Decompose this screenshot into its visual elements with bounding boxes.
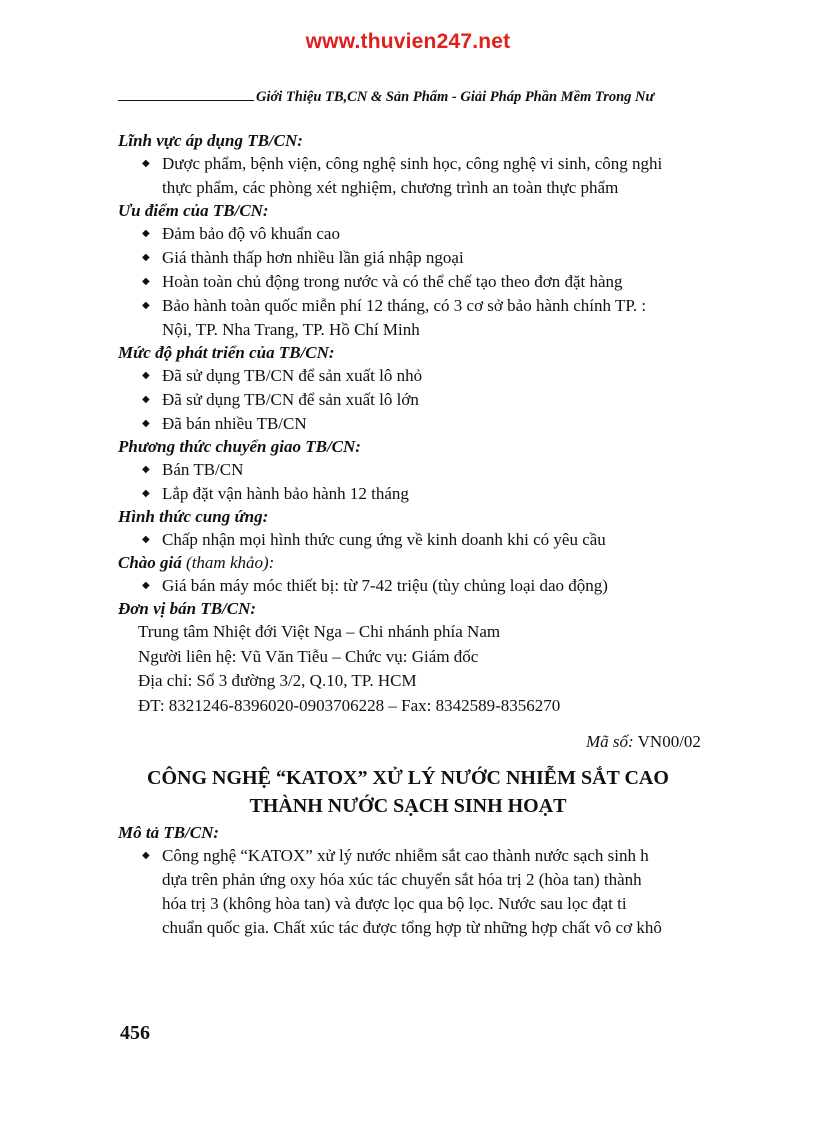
- list-item: ◆ Bảo hành toàn quốc miễn phí 12 tháng, có 3 cơ sở bảo hành chính TP. : Nội, TP. Nha Trang, TP. Hồ Chí Minh: [142, 296, 647, 339]
- seller-line: Trung tâm Nhiệt đới Việt Nga – Chi nhánh phía Nam: [138, 622, 501, 641]
- tech-title: CÔNG NGHỆ “KATOX” XỬ LÝ NƯỚC NHIỄM SẮT CAO THÀNH NƯỚC SẠCH SINH HOẠT: [147, 767, 669, 817]
- bullet-icon: ◆: [142, 370, 150, 381]
- section-title-transfer: Phương thức chuyển giao TB/CN:: [118, 437, 361, 456]
- bullet-icon: ◆: [142, 252, 150, 263]
- section-title-seller: Đơn vị bán TB/CN:: [118, 599, 257, 618]
- bullet-icon: ◆: [142, 850, 150, 861]
- bullet-icon: ◆: [142, 418, 150, 429]
- list-item: ◆ Giá thành thấp hơn nhiều lần giá nhập ngoại: [118, 246, 816, 270]
- bullet-icon: ◆: [142, 228, 150, 239]
- list-item: ◆ Đã sử dụng TB/CN để sản xuất lô nhỏ: [118, 364, 816, 388]
- list-item: ◆ Bán TB/CN: [118, 458, 816, 482]
- bullet-icon: ◆: [142, 394, 150, 405]
- bullet-icon: ◆: [142, 300, 150, 311]
- list-item: ◆ Công nghệ “KATOX” xử lý nước nhiễm sắt cao thành nước sạch sinh h dựa trên phản ứng oxy hóa xúc tác chuyển sắt hóa trị 2 (hòa tan) thành hóa trị 3 (không hòa tan) và được lọc qua bộ lọc. Nước sau lọc đạt ti chuẩn quốc gia. Chất xúc tác được tổng hợp từ những hợp chất vô cơ khô: [142, 846, 662, 937]
- list-item: ◆ Dược phẩm, bệnh viện, công nghệ sinh học, công nghệ vi sinh, công nghi thực phẩm, các phòng xét nghiệm, chương trình an toàn thực phẩm: [142, 154, 663, 197]
- list-item: ◆ Lắp đặt vận hành bảo hành 12 tháng: [118, 482, 816, 506]
- bullet-icon: ◆: [142, 158, 150, 169]
- bullet-icon: ◆: [142, 488, 150, 499]
- page-number: 456: [120, 1022, 150, 1044]
- seller-line: ĐT: 8321246-8396020-0903706228 – Fax: 8342589-8356270: [138, 695, 561, 715]
- bullet-icon: ◆: [142, 534, 150, 545]
- section-title-application: Lĩnh vực áp dụng TB/CN:: [118, 131, 303, 150]
- running-header: [118, 88, 816, 112]
- seller-line: Người liên hệ: Vũ Văn Tiễu – Chức vụ: Giám đốc: [138, 646, 479, 666]
- section-title-supply: Hình thức cung ứng:: [118, 507, 269, 526]
- bullet-icon: ◆: [142, 580, 150, 591]
- section-title-advantages: Ưu điểm của TB/CN:: [118, 201, 269, 220]
- list-item: ◆ Đảm bảo độ vô khuẩn cao: [118, 222, 816, 246]
- page-content: [118, 130, 816, 940]
- list-item: ◆ Đã sử dụng TB/CN để sản xuất lô lớn: [118, 388, 816, 412]
- list-item: ◆ Chấp nhận mọi hình thức cung ứng về kinh doanh khi có yêu cầu: [118, 528, 816, 552]
- watermark-url[interactable]: www.thuvien247.net: [305, 30, 511, 53]
- code-number: Mã số: VN00/02: [586, 732, 701, 751]
- bullet-icon: ◆: [142, 276, 150, 287]
- header-rule: [118, 99, 254, 101]
- bullet-icon: ◆: [142, 464, 150, 475]
- section-title-description: Mô tả TB/CN:: [118, 823, 220, 842]
- section-title-price: Chào giá (tham khảo):: [118, 553, 275, 572]
- seller-line: Địa chỉ: Số 3 đường 3/2, Q.10, TP. HCM: [138, 671, 417, 690]
- list-item: ◆ Giá bán máy móc thiết bị: từ 7-42 triệu (tùy chủng loại dao động): [118, 574, 816, 598]
- header-text: Giới Thiệu TB,CN & Sản Phẩm - Giải Pháp Phần Mềm Trong Nư: [256, 89, 655, 105]
- section-title-development: Mức độ phát triển của TB/CN:: [118, 343, 335, 362]
- list-item: ◆ Hoàn toàn chủ động trong nước và có thể chế tạo theo đơn đặt hàng: [118, 270, 816, 294]
- list-item: ◆ Đã bán nhiều TB/CN: [118, 412, 816, 436]
